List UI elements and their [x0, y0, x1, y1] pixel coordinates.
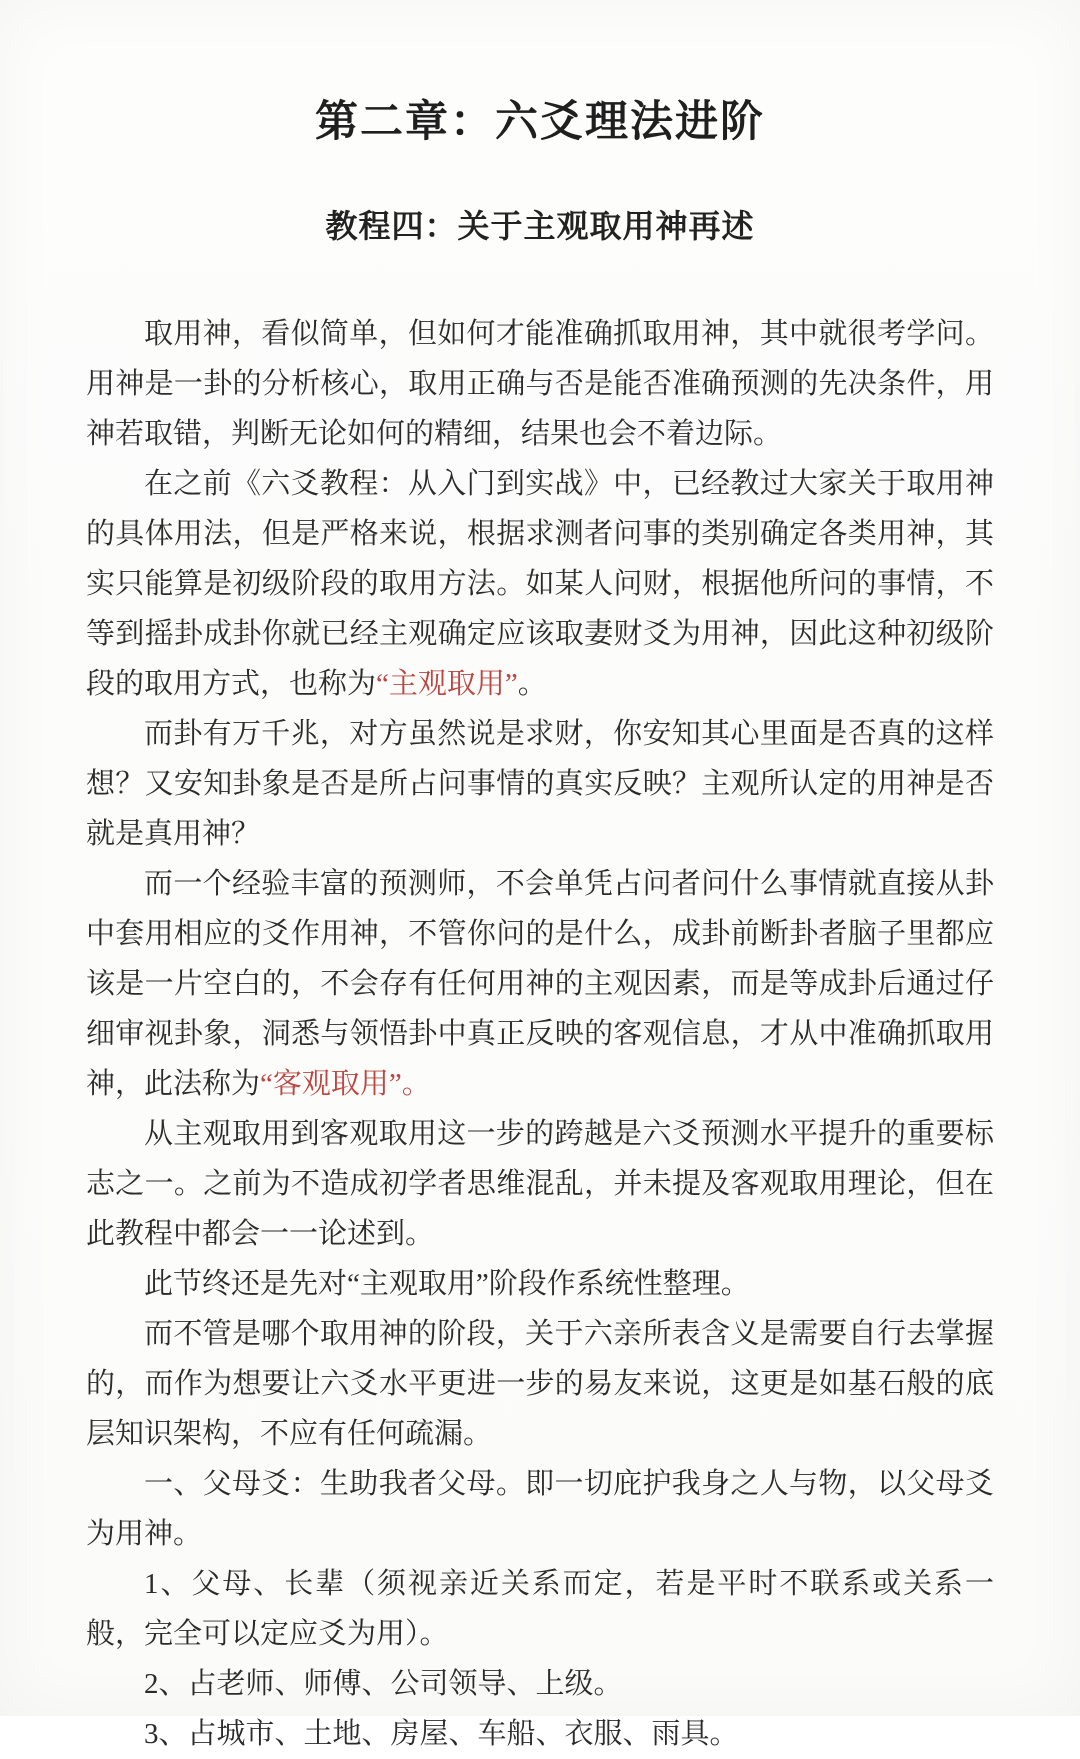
list-item-3: [86, 1709, 994, 1759]
section-title: 教程四：关于主观取用神再述: [325, 208, 755, 244]
document-body: [0, 309, 1080, 1759]
paragraph-text: 在之前《六爻教程：从入门到实战》中，已经教过大家关于取用神的具体用法，但是严格来说，根据求测者问事的类别确定各类用神，其实只能算是初级阶段的取用方法。如某人问财，根据他所问的事情，不等到摇卦成卦你就已经主观确定应该取妻财爻为用神，因此这种初级阶段的取用方式，也称为: [86, 468, 994, 700]
paragraph-foundation: [86, 1309, 994, 1459]
paragraph-milestone: [86, 1109, 994, 1259]
paragraph-text: 2、占老师、师傅、公司领导、上级。: [144, 1668, 623, 1700]
paragraph-text: 此节终还是先对“主观取用”阶段作系统性整理。: [144, 1268, 750, 1300]
paragraph-text: 而卦有万千兆，对方虽然说是求财，你安知其心里面是否真的这样想？又安知卦象是否是所占问事情的真实反映？主观所认定的用神是否就是真用神？: [86, 718, 994, 850]
paragraph-parents-line-definition: [86, 1459, 994, 1559]
paragraph-intro: [86, 309, 994, 459]
paragraph-experienced-diviner: [86, 859, 994, 1109]
paragraph-questions: [86, 709, 994, 859]
paragraph-text: 。: [517, 668, 547, 700]
list-item-2: [86, 1659, 994, 1709]
paragraph-text: 从主观取用到客观取用这一步的跨越是六爻预测水平提升的重要标志之一。之前为不造成初学者思维混乱，并未提及客观取用理论，但在此教程中都会一一论述到。: [86, 1118, 994, 1250]
paragraph-previous-tutorial: [86, 459, 994, 709]
paragraph-text: 而不管是哪个取用神的阶段，关于六亲所表含义是需要自行去掌握的，而作为想要让六爻水平更进一步的易友来说，这更是如基石般的底层知识架构，不应有任何疏漏。: [86, 1318, 994, 1450]
paragraph-text: 3、占城市、土地、房屋、车船、衣服、雨具。: [144, 1718, 739, 1750]
paragraph-text: 1、父母、长辈（须视亲近关系而定，若是平时不联系或关系一般，完全可以定应爻为用）。: [86, 1568, 994, 1650]
highlight-objective-term: “客观取用”。: [260, 1068, 431, 1100]
highlight-subjective-term: “主观取用”: [376, 668, 518, 700]
list-item-1: [86, 1559, 994, 1659]
paragraph-section-plan: [86, 1259, 994, 1309]
paragraph-text: 一、父母爻：生助我者父母。即一切庇护我身之人与物，以父母爻为用神。: [86, 1468, 994, 1550]
paragraph-text: 而一个经验丰富的预测师，不会单凭占问者问什么事情就直接从卦中套用相应的爻作用神，不管你问的是什么，成卦前断卦者脑子里都应该是一片空白的，不会存有任何用神的主观因素，而是等成卦后通过仔细审视卦象，洞悉与领悟卦中真正反映的客观信息，才从中准确抓取用神，此法称为: [86, 868, 994, 1100]
chapter-title: 第二章：六爻理法进阶: [315, 99, 765, 146]
paragraph-text: 取用神，看似简单，但如何才能准确抓取用神，其中就很考学问。用神是一卦的分析核心，取用正确与否是能否准确预测的先决条件，用神若取错，判断无论如何的精细，结果也会不着边际。: [86, 318, 994, 450]
